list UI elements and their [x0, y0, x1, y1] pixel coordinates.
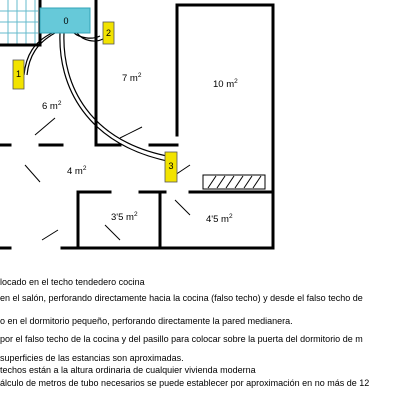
ac-unit-0[interactable]: [40, 8, 90, 33]
marker-1-number: 1: [15, 69, 22, 79]
room-area-3-5: 3'5 $m^2$: [111, 211, 138, 223]
note-line-2: en el salón, perforando directamente hacia la cocina (falso techo) y desde el falso techo de: [0, 293, 363, 303]
marker-2-number: 2: [105, 28, 112, 38]
marker-1[interactable]: [13, 60, 24, 89]
room-area-10: 10 $m^2$: [213, 78, 238, 90]
ac-unit-number: 0: [63, 16, 69, 26]
hatched-element: [203, 175, 265, 189]
note-line-1: locado en el techo tendedero cocina: [0, 277, 145, 287]
room-area-4-5: 4'5 $m^2$: [206, 213, 233, 225]
room-area-6: 6 $m^2$: [42, 100, 62, 112]
note-line-7: álculo de metros de tubo necesarios se puede establecer por aproximación en no más de 12: [0, 378, 370, 388]
room-area-4: 4 $m^2$: [67, 165, 87, 177]
note-line-4: por el falso techo de la cocina y del pasillo para colocar sobre la puerta del dormitorio de m: [0, 334, 363, 344]
marker-2[interactable]: [103, 22, 114, 44]
marker-3[interactable]: [165, 152, 177, 182]
drying-rack-grid: [0, 0, 38, 44]
room-area-7: 7 $m^2$: [122, 72, 142, 84]
note-line-3: o en el dormitorio pequeño, perforando directamente la pared medianera.: [0, 316, 293, 326]
note-line-6: techos están a la altura ordinaria de cualquier vivienda moderna: [0, 365, 256, 375]
marker-3-number: 3: [168, 161, 174, 171]
note-line-5: superficies de las estancias son aproximadas.: [0, 353, 184, 363]
